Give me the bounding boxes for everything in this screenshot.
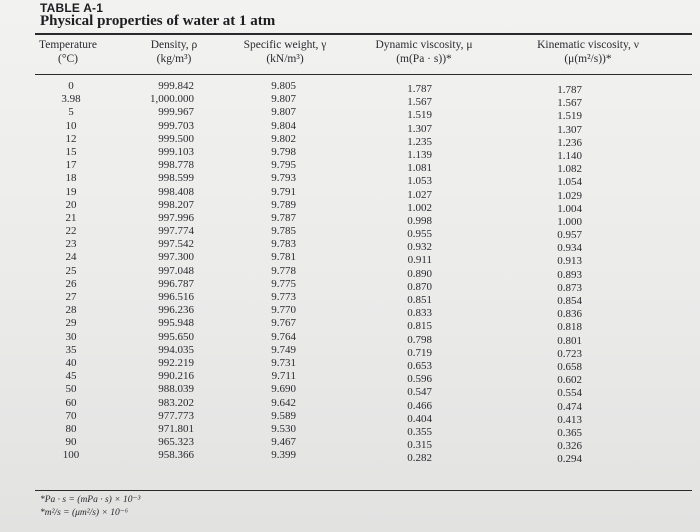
- table-cell: 9.530: [271, 422, 296, 435]
- table-cell: 0.801: [557, 334, 582, 347]
- table-cell: 0.326: [557, 440, 582, 453]
- table-cell: 997.542: [158, 238, 194, 251]
- table-cell: 0.365: [557, 426, 582, 439]
- table-cell: 1.235: [407, 135, 432, 148]
- table-cell: 30: [65, 330, 77, 343]
- table-cell: 23: [65, 238, 77, 251]
- table-cell: 1.081: [407, 162, 432, 175]
- table-cell: 0.798: [407, 333, 432, 346]
- table-cell: 0.474: [557, 400, 582, 413]
- table-cell: 997.774: [158, 225, 194, 238]
- table-cell: 965.323: [158, 436, 194, 449]
- table-cell: 9.711: [271, 370, 296, 383]
- header-unit: (kN/m³): [266, 53, 304, 65]
- table-cell: 996.236: [158, 304, 194, 317]
- table-cell: 19: [65, 185, 77, 198]
- table-cell: 988.039: [158, 383, 194, 396]
- table-cell: 1.002: [407, 201, 432, 214]
- header-kinematic-viscosity: [508, 38, 668, 66]
- table-cell: 9.770: [271, 304, 296, 317]
- header-label: Specific weight, γ: [243, 39, 327, 51]
- table-cell: 0.466: [407, 399, 432, 412]
- table-cell: 0.957: [557, 229, 582, 242]
- header-unit: (m(Pa · s))*: [396, 53, 452, 65]
- table-cell: 0.833: [407, 307, 432, 320]
- table-cell: 9.781: [271, 251, 296, 264]
- table-cell: 20: [65, 198, 77, 211]
- table-cell: 0.913: [557, 255, 582, 268]
- table-cell: 9.731: [271, 356, 296, 369]
- table-cell: 0.719: [407, 346, 432, 359]
- table-cell: 0.282: [407, 452, 432, 465]
- table-cell: 0.294: [557, 453, 582, 466]
- table-cell: 998.207: [158, 198, 194, 211]
- table-cell: 0.596: [407, 373, 432, 386]
- table-cell: 9.783: [271, 238, 296, 251]
- table-cell: 977.773: [158, 409, 194, 422]
- header-unit: (°C): [58, 53, 78, 65]
- table-cell: 1.139: [407, 148, 432, 161]
- table-cell: 9.399: [271, 449, 296, 462]
- table-cell: 35: [65, 343, 77, 356]
- table-cell: 0.932: [407, 241, 432, 254]
- table-cell: 0.854: [557, 295, 582, 307]
- table-cell: 0.315: [407, 439, 432, 452]
- table-cell: 0.818: [557, 321, 582, 334]
- column-dynamic-viscosity: [398, 83, 432, 465]
- table-cell: 971.801: [158, 422, 194, 435]
- table-cell: 0.723: [557, 347, 582, 360]
- table-cell: 27: [65, 291, 77, 303]
- table-cell: 15: [65, 145, 77, 158]
- table-cell: 9.773: [271, 291, 296, 303]
- table-cell: 0.815: [407, 320, 432, 333]
- table-cell: 9.749: [271, 343, 296, 356]
- column-kinematic-viscosity: [548, 84, 582, 466]
- table-cell: 999.103: [158, 145, 194, 158]
- table-cell: 0.836: [557, 308, 582, 321]
- table-cell: 1.787: [407, 83, 432, 95]
- table-cell: 9.807: [271, 106, 296, 119]
- table-cell: 9.798: [271, 145, 296, 158]
- table-cell: 9.690: [271, 383, 296, 396]
- table-cell: 9.793: [271, 172, 296, 185]
- table-cell: 0.870: [407, 280, 432, 293]
- table-cell: 0.547: [407, 386, 432, 399]
- table-cell: 1.519: [407, 109, 432, 122]
- table-cell: 9.802: [271, 132, 296, 145]
- table-cell: 1.029: [557, 189, 582, 202]
- table-cell: 999.500: [158, 132, 194, 145]
- table-cell: 9.589: [271, 409, 296, 422]
- table-cell: 70: [65, 409, 77, 422]
- table-cell: 21: [65, 211, 77, 224]
- table-cell: 12: [65, 132, 77, 145]
- table-cell: 1.004: [557, 202, 582, 215]
- table-cell: 998.408: [158, 185, 194, 198]
- table-cell: 9.785: [271, 225, 296, 238]
- table-cell: 0.404: [407, 412, 432, 425]
- table-cell: 90: [65, 436, 77, 449]
- table-cell: 992.219: [158, 356, 194, 369]
- table-cell: 0: [68, 80, 74, 92]
- table-cell: 1.082: [557, 163, 582, 176]
- table-cell: 24: [65, 251, 77, 264]
- table-cell: 1.027: [407, 188, 432, 201]
- header-label: Density, ρ: [150, 39, 198, 51]
- header-rule: [35, 74, 692, 75]
- header-unit: (kg/m³): [156, 53, 192, 65]
- table-cell: 0.890: [407, 267, 432, 280]
- header-label: Kinematic viscosity, ν: [537, 39, 639, 51]
- table-cell: 997.300: [158, 251, 194, 264]
- table-cell: 1,000.000: [150, 93, 194, 106]
- header-dynamic-viscosity: [358, 38, 490, 66]
- table-cell: 0.851: [407, 294, 432, 306]
- column-specific-weight: [266, 80, 296, 462]
- table-cell: 28: [65, 304, 77, 317]
- header-label: Dynamic viscosity, μ: [375, 39, 473, 51]
- table-cell: 1.519: [557, 110, 582, 123]
- table-cell: 9.467: [271, 436, 296, 449]
- header-unit: (μ(m²/s))*: [564, 53, 612, 65]
- table-cell: 9.642: [271, 396, 296, 409]
- table-label: TABLE A-1: [40, 1, 104, 15]
- table-cell: 29: [65, 317, 77, 330]
- table-cell: 50: [65, 383, 77, 396]
- table-cell: 9.807: [271, 93, 296, 106]
- table-cell: 1.567: [407, 96, 432, 109]
- table-cell: 1.787: [557, 84, 582, 96]
- table-cell: 10: [65, 119, 77, 132]
- table-cell: 999.842: [158, 80, 194, 92]
- table-cell: 0.602: [557, 374, 582, 387]
- table-cell: 999.703: [158, 119, 194, 132]
- table-cell: 990.216: [158, 370, 194, 383]
- header-specific-weight: [230, 38, 340, 66]
- table-cell: 17: [65, 159, 77, 172]
- table-cell: 9.789: [271, 198, 296, 211]
- table-cell: 997.048: [158, 264, 194, 277]
- table-cell: 994.035: [158, 343, 194, 356]
- table-cell: 996.787: [158, 277, 194, 290]
- column-density: [146, 80, 194, 462]
- table-cell: 3.98: [61, 93, 81, 106]
- table-cell: 998.599: [158, 172, 194, 185]
- table-cell: 0.873: [557, 281, 582, 294]
- table-cell: 9.767: [271, 317, 296, 330]
- table-cell: 1.053: [407, 175, 432, 188]
- table-cell: 958.366: [158, 449, 194, 462]
- table-title: Physical properties of water at 1 atm: [40, 13, 276, 29]
- header-label: Temperature: [39, 39, 97, 51]
- table-cell: 80: [65, 422, 77, 435]
- table-cell: 9.791: [271, 185, 296, 198]
- table-cell: 45: [65, 370, 77, 383]
- table-cell: 0.658: [557, 360, 582, 373]
- table-cell: 26: [65, 277, 77, 290]
- table-cell: 995.650: [158, 330, 194, 343]
- table-cell: 1.567: [557, 97, 582, 110]
- table-cell: 25: [65, 264, 77, 277]
- table-cell: 0.355: [407, 425, 432, 438]
- table-cell: 9.805: [271, 80, 296, 92]
- header-density: [124, 38, 224, 66]
- table-cell: 5: [68, 106, 74, 119]
- table-cell: 100: [62, 449, 80, 462]
- table-cell: 40: [65, 356, 77, 369]
- table-cell: 9.778: [271, 264, 296, 277]
- table-cell: 995.948: [158, 317, 194, 330]
- table-cell: 1.054: [557, 176, 582, 189]
- table-cell: 1.236: [557, 136, 582, 149]
- table-cell: 983.202: [158, 396, 194, 409]
- header-temperature: [28, 38, 108, 66]
- table-cell: 1.307: [407, 122, 432, 135]
- table-cell: 0.998: [407, 214, 432, 227]
- footnote-dynamic: *Pa · s = (mPa · s) × 10⁻³: [40, 495, 141, 505]
- table-cell: 9.764: [271, 330, 296, 343]
- table-cell: 997.996: [158, 211, 194, 224]
- table-cell: 0.893: [557, 268, 582, 281]
- table-cell: 9.804: [271, 119, 296, 132]
- table-cell: 999.967: [158, 106, 194, 119]
- table-cell: 0.413: [557, 413, 582, 426]
- bottom-rule: [35, 490, 692, 491]
- table-cell: 22: [65, 225, 77, 238]
- footnote-kinematic: *m²/s = (μm²/s) × 10⁻⁶: [40, 508, 129, 518]
- table-cell: 0.653: [407, 359, 432, 372]
- table-cell: 0.911: [407, 254, 432, 267]
- table-cell: 9.787: [271, 211, 296, 224]
- table-cell: 9.775: [271, 277, 296, 290]
- table-cell: 0.554: [557, 387, 582, 400]
- table-cell: 60: [65, 396, 77, 409]
- table-cell: 9.795: [271, 159, 296, 172]
- table-cell: 1.307: [557, 123, 582, 136]
- table-cell: 0.934: [557, 242, 582, 255]
- top-rule: [35, 33, 692, 35]
- table-cell: 1.140: [557, 149, 582, 162]
- table-cell: 996.516: [158, 291, 194, 303]
- column-temperature: [54, 80, 88, 462]
- table-cell: 18: [65, 172, 77, 185]
- table-cell: 0.955: [407, 228, 432, 241]
- table-cell: 1.000: [557, 215, 582, 228]
- table-cell: 998.778: [158, 159, 194, 172]
